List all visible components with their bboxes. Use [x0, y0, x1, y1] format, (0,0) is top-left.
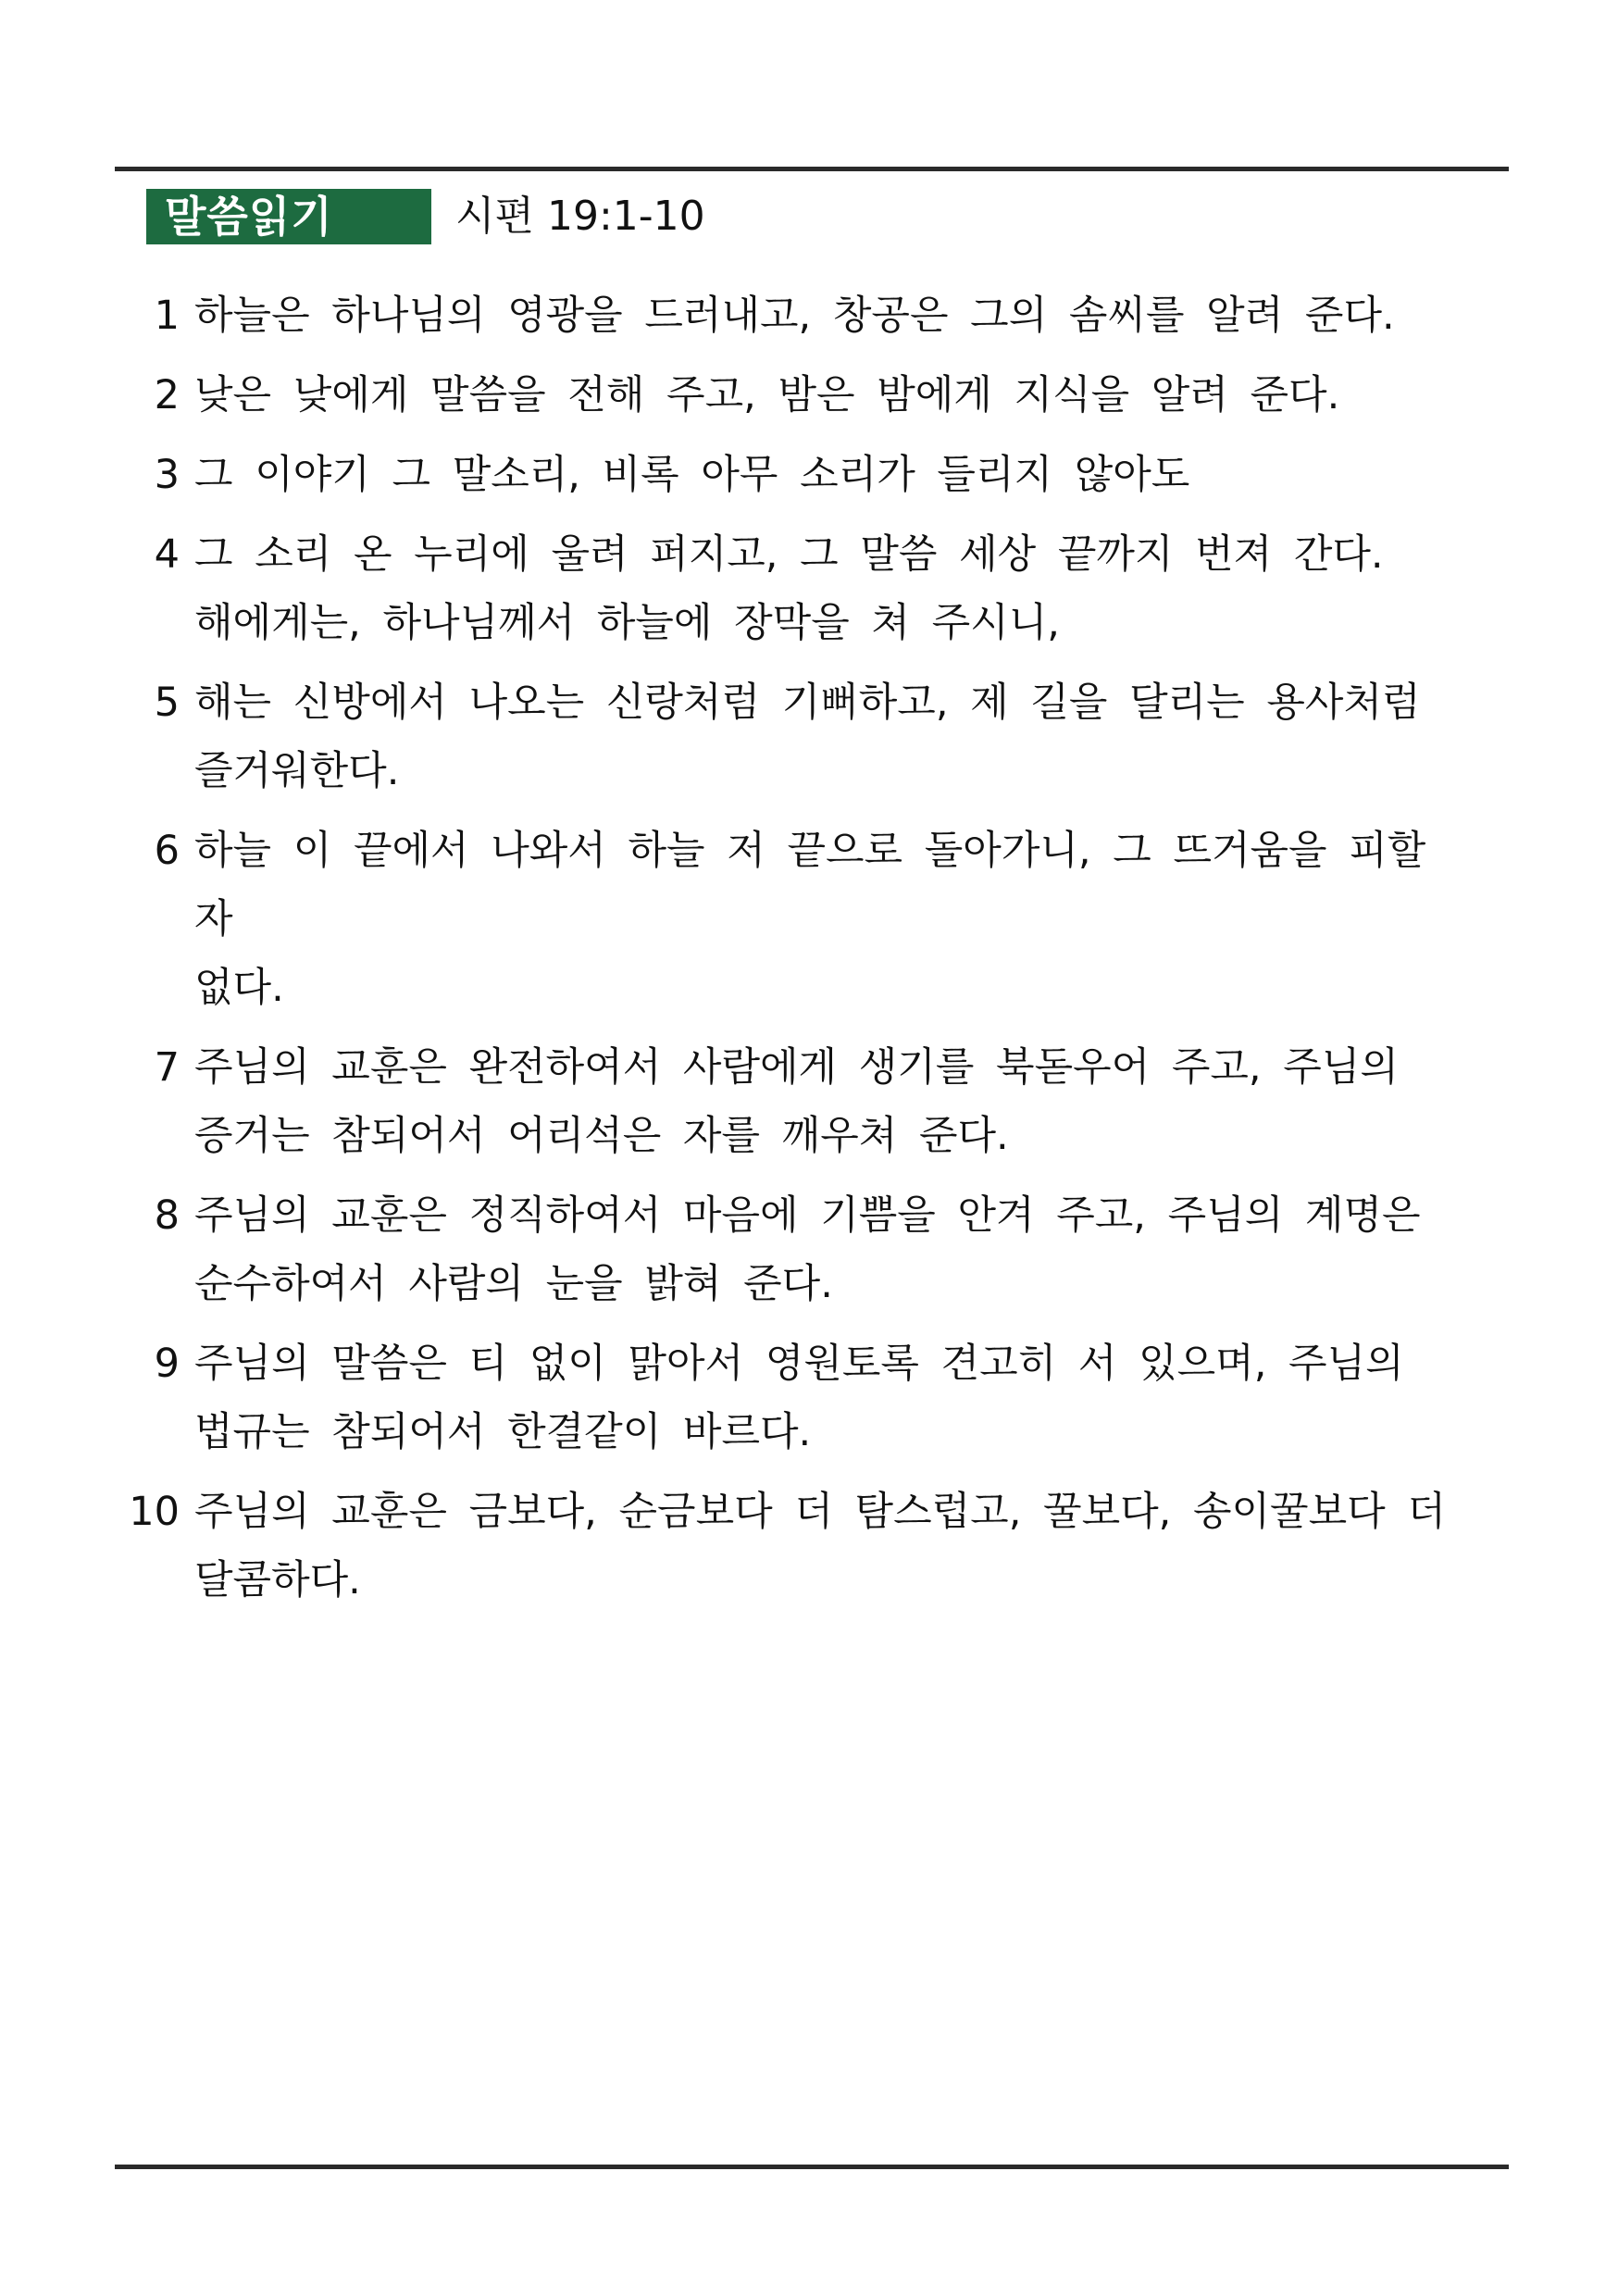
verse-number: 6 — [154, 828, 180, 874]
verse-number: 2 — [154, 372, 180, 418]
verse-text: 그 소리 온 누리에 울려 퍼지고, 그 말씀 세상 끝까지 번져 간다. 해에게는, 하나님께서 하늘에 장막을 쳐 주시니, — [194, 531, 1384, 646]
verse-item — [120, 817, 1472, 1022]
verse-text: 낮은 낮에게 말씀을 전해 주고, 밤은 밤에게 지식을 알려 준다. — [194, 372, 1340, 418]
top-rule — [115, 167, 1509, 171]
verse-text: 주님의 교훈은 금보다, 순금보다 더 탐스럽고, 꿀보다, 송이꿀보다 더 달콤하다. — [194, 1489, 1446, 1603]
verse-number: 9 — [154, 1341, 180, 1387]
verse-item — [120, 1329, 1472, 1466]
verse-text: 주님의 교훈은 정직하여서 마음에 기쁨을 안겨 주고, 주님의 계명은 순수하여서 사람의 눈을 밝혀 준다. — [194, 1192, 1421, 1307]
section-badge: 말씀읽기 — [146, 189, 431, 244]
verse-list — [120, 281, 1472, 1626]
verse-number: 1 — [154, 293, 180, 339]
verse-text: 주님의 교훈은 완전하여서 사람에게 생기를 북돋우어 주고, 주님의 증거는 참되어서 어리석은 자를 깨우쳐 준다. — [194, 1044, 1399, 1159]
verse-text: 하늘은 하나님의 영광을 드러내고, 창공은 그의 솜씨를 알려 준다. — [194, 293, 1395, 339]
verse-item — [120, 668, 1472, 805]
verse-item — [120, 1033, 1472, 1170]
verse-number: 8 — [154, 1192, 180, 1239]
bottom-rule — [115, 2165, 1509, 2169]
verse-item — [120, 441, 1472, 509]
verse-number: 4 — [154, 531, 180, 578]
verse-number: 7 — [154, 1044, 180, 1091]
verse-item — [120, 281, 1472, 350]
verse-item — [120, 520, 1472, 657]
verse-text: 그 이야기 그 말소리, 비록 아무 소리가 들리지 않아도 — [194, 452, 1190, 498]
verse-number: 3 — [154, 452, 180, 498]
verse-item — [120, 361, 1472, 430]
verse-number: 10 — [129, 1489, 180, 1535]
section-header — [146, 189, 705, 244]
verse-text: 주님의 말씀은 티 없이 맑아서 영원토록 견고히 서 있으며, 주님의 법규는 참되어서 한결같이 바르다. — [194, 1341, 1404, 1455]
verse-item — [120, 1181, 1472, 1318]
verse-text: 해는 신방에서 나오는 신랑처럼 기뻐하고, 제 길을 달리는 용사처럼 즐거워한다. — [194, 680, 1421, 794]
verse-number: 5 — [154, 680, 180, 726]
verse-text: 하늘 이 끝에서 나와서 하늘 저 끝으로 돌아가니, 그 뜨거움을 피할 자 없다. — [194, 828, 1426, 1011]
verse-item — [120, 1478, 1472, 1615]
scripture-reference: 시편 19:1-10 — [455, 193, 705, 240]
